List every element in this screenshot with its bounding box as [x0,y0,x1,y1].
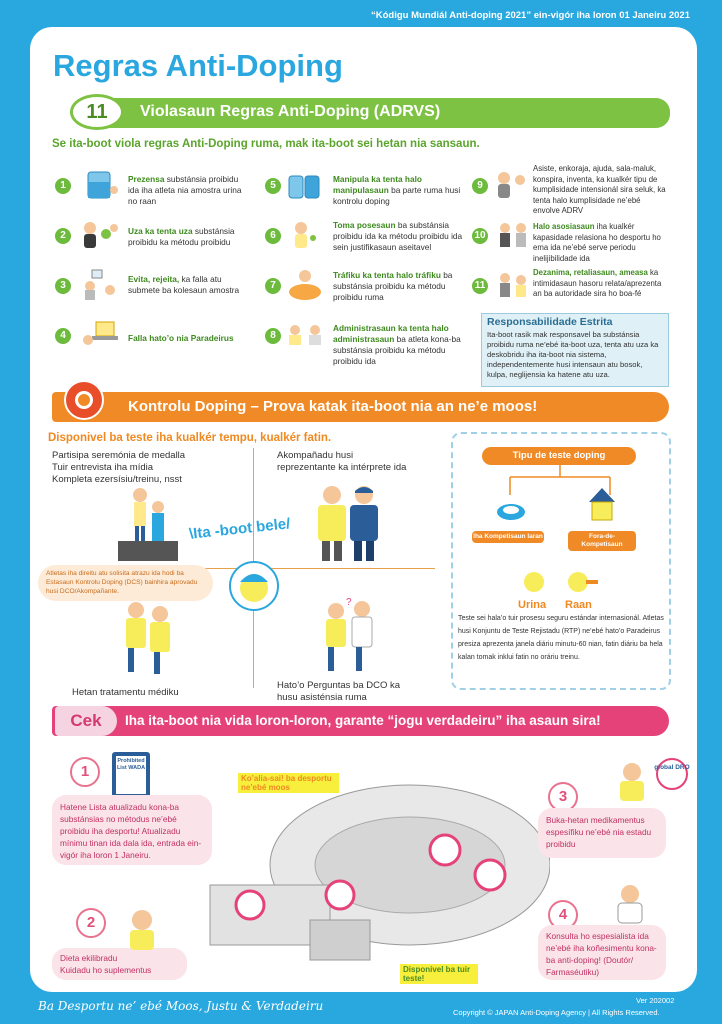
scenario-top-right: Akompañadu husi reprezentante ka intérprete ida [277,450,407,473]
administration-icon [285,318,325,352]
violation-number: 7 [265,278,281,294]
violation-item: Halo asosiasaun iha kualkér kapasidade relasiona ho desportu ho ema ida ne’ebé serve periodu inelijibilidade ida [533,222,661,263]
footer-copyright: Copyright © JAPAN Anti-Doping Agency | All Rights Reserved. [453,1008,660,1017]
page-title: Regras Anti-Doping [53,48,343,83]
out-of-competition-label: Fora-de-Kompetisaun [568,531,636,551]
violation-item: Evita, rejeita, ka falla atu submete ba kolesaun amostra [128,274,240,295]
violation-item: Toma posesaun ba substánsia proibidu ida ka métodu proibidu ida sein justifikasaun aseitavel [333,220,463,252]
footer-version: Ver 202002 [636,996,675,1005]
responsibility-title: Responsabilidade Estrita [487,316,613,328]
check-number: 4 [548,900,578,930]
check-number: 1 [70,757,100,787]
global-dro-label: global DRO [654,764,690,771]
medal-ceremony-illustration [118,485,178,563]
scenario-top-left: Partisipa seremónia de medalla Tuir entrevista iha mídia Kompleta ezersísiu/treinu, nsst [52,450,186,485]
prohibited-list-label: Prohibited List WADA [116,758,146,771]
violation-number: 3 [55,278,71,294]
violation-item: Administrasaun ka tenta halo administrasaun ba atleta kona-ba substánsia proibidu ka métodu proibidu ida [333,323,461,366]
violation-number: 9 [472,178,488,194]
section1-heading: Violasaun Regras Anti-Doping (ADRVS) [140,103,441,120]
intimidation-icon [495,268,531,302]
violation-number: 10 [472,228,488,244]
check-item-3: Buka-hetan medikamentus espesífiku ne’ebé nia estadu proibidu [538,808,666,858]
association-icon [495,218,531,252]
medical-treatment-illustration [118,600,178,680]
check-item-2: Dieta ekilibradu Kuidadu ho suplementus [52,948,187,980]
violation-number: 6 [265,228,281,244]
delay-note: Atletas iha direitu atu solisita atrazu ida hodi ba Estasaun Kontrolu Doping (DCS) bainhira aprovadu husi DCO/Akompañante. [38,565,213,601]
representative-illustration [312,483,387,563]
check-number: 3 [548,782,578,812]
lifebuoy-icon [62,378,106,422]
speak-out-tag: Ko’alia-sai! ba desportu ne’ebé moos [238,773,339,793]
trafficking-icon [285,268,325,302]
scenario-bottom-right: Hato’o Perguntas ba DCO ka husu asisténsia ruma [277,680,401,703]
person-pill-icon [80,218,120,252]
stadium-icon [494,494,528,524]
cek-badge: Cek [55,706,117,736]
in-competition-label: Iha Kompetisaun laran [472,531,544,543]
svg-text:?: ? [346,597,352,608]
violation-number: 2 [55,228,71,244]
violation-number: 4 [55,328,71,344]
header-note: “Kódigu Mundiál Anti-doping 2021” ein-vigór iha loron 01 Janeiru 2021 [371,10,690,21]
responsibility-text: Ita-boot rasik mak responsavel ba substánsia proibidu ruma ne’ebé ita-boot uza, tenta atu uza ka deskobridu iha ita-boot nia sistema, independentemente husi intensaun atu bosok, kulpa, neglijensia ka hatene atu uza. [487,330,659,379]
check-item-4: Konsulta ho espesialista ida ne’ebé iha koñesimentu kona-ba anti-doping! (Doutór/ Farmaséutiku) [538,925,666,980]
center-label: \Ita -boot bele/ [188,515,292,543]
medicine-search-illustration [610,758,656,804]
violation-item: Tráfiku ka tenta halo tráfiku ba substánsia proibidu ka métodu proibidu ruma [333,270,453,302]
violation-number: 5 [265,178,281,194]
check-item-1: Hatene Lista atualizadu kona-ba substánsias no métodus ne’ebé proibidu iha desportu! Atualizadu mínimu tinan ida dala ida, entrada ein-vigór iha loron 1 Janeiru. [52,795,212,865]
section1-number-badge: 11 [70,94,124,130]
sample-types-icon [520,568,600,600]
global-dro-icon [655,757,689,791]
violation-number: 8 [265,328,281,344]
available-tag: Disponivel ba tuir teste! [400,964,478,984]
test-types-description: Teste sei hala’o tuir prosesu seguru estándar internasionál. Atletas husi Konjuntu de Teste Rejistadu (RTP) ne’ebé hato’o Paradeirus presiza aprezenta janela diáriu minutu-60 nian, fatin diáriu ba hela kalan tomak inklui fatin no oráriu treinu. [458,615,664,661]
violation-item: Manipula ka tenta halo manipulasaun ba parte ruma husi kontrolu doping [333,174,461,206]
check-number: 2 [76,908,106,938]
athlete-eating-illustration [120,902,170,952]
footer-slogan: Ba Desportu ne’ ebé Moos, Justu & Verdadeiru [38,999,324,1013]
test-types-title: Tipu de teste doping [482,447,636,465]
section3-heading: Iha ita-boot nia vida loron-loron, garante “jogu verdadeiru” iha asaun sira! [125,713,601,728]
prohibited-list-icon [108,748,154,802]
athlete-center-icon [226,558,282,612]
sample-bottles-icon [285,168,325,202]
conspiracy-icon [492,168,532,202]
person-holding-icon [285,218,325,252]
violation-item: Falla hato’o nia Paradeirus [128,333,234,343]
section1-subtitle: Se ita-boot viola regras Anti-Doping ruma, mak ita-boot sei hetan nia sansaun. [52,138,480,150]
violation-item: Uza ka tenta uza substánsia proibidu ka métodu proibidu [128,226,235,247]
section2-subheading: Disponivel ba teste iha kualkér tempu, kualkér fatin. [48,432,332,444]
dco-questions-illustration [318,597,380,675]
scenario-bottom-left: Hetan tratamentu médiku [72,687,179,698]
house-icon [587,486,617,524]
violation-number: 1 [55,178,71,194]
violation-item: Prezensa substánsia proibidu ida iha atleta nia amostra urina no raan [128,174,242,206]
section2-heading: Kontrolu Doping – Prova katak ita-boot nia an ne’e moos! [128,398,538,415]
doctor-illustration [608,880,654,926]
laptop-icon [80,318,120,352]
urine-cup-icon [84,168,120,202]
person-refusing-icon [80,268,120,302]
violation-item: Dezanima, retaliasaun, ameasa ka intimidasaun hasoru relata/aprezenta an ba autoridade sira ho boa-fé [533,268,662,298]
urine-label: Urina [518,599,547,611]
violation-item: Asiste, enkoraja, ajuda, sala-maluk, konspira, inventa, ka kualkér tipu de kumplisidade intensionál sira seluk, ka tenta halo kumplisidade ne’ebé envolve ADRV [533,164,666,215]
blood-label: Raan [565,599,592,611]
violation-number: 11 [472,278,488,294]
